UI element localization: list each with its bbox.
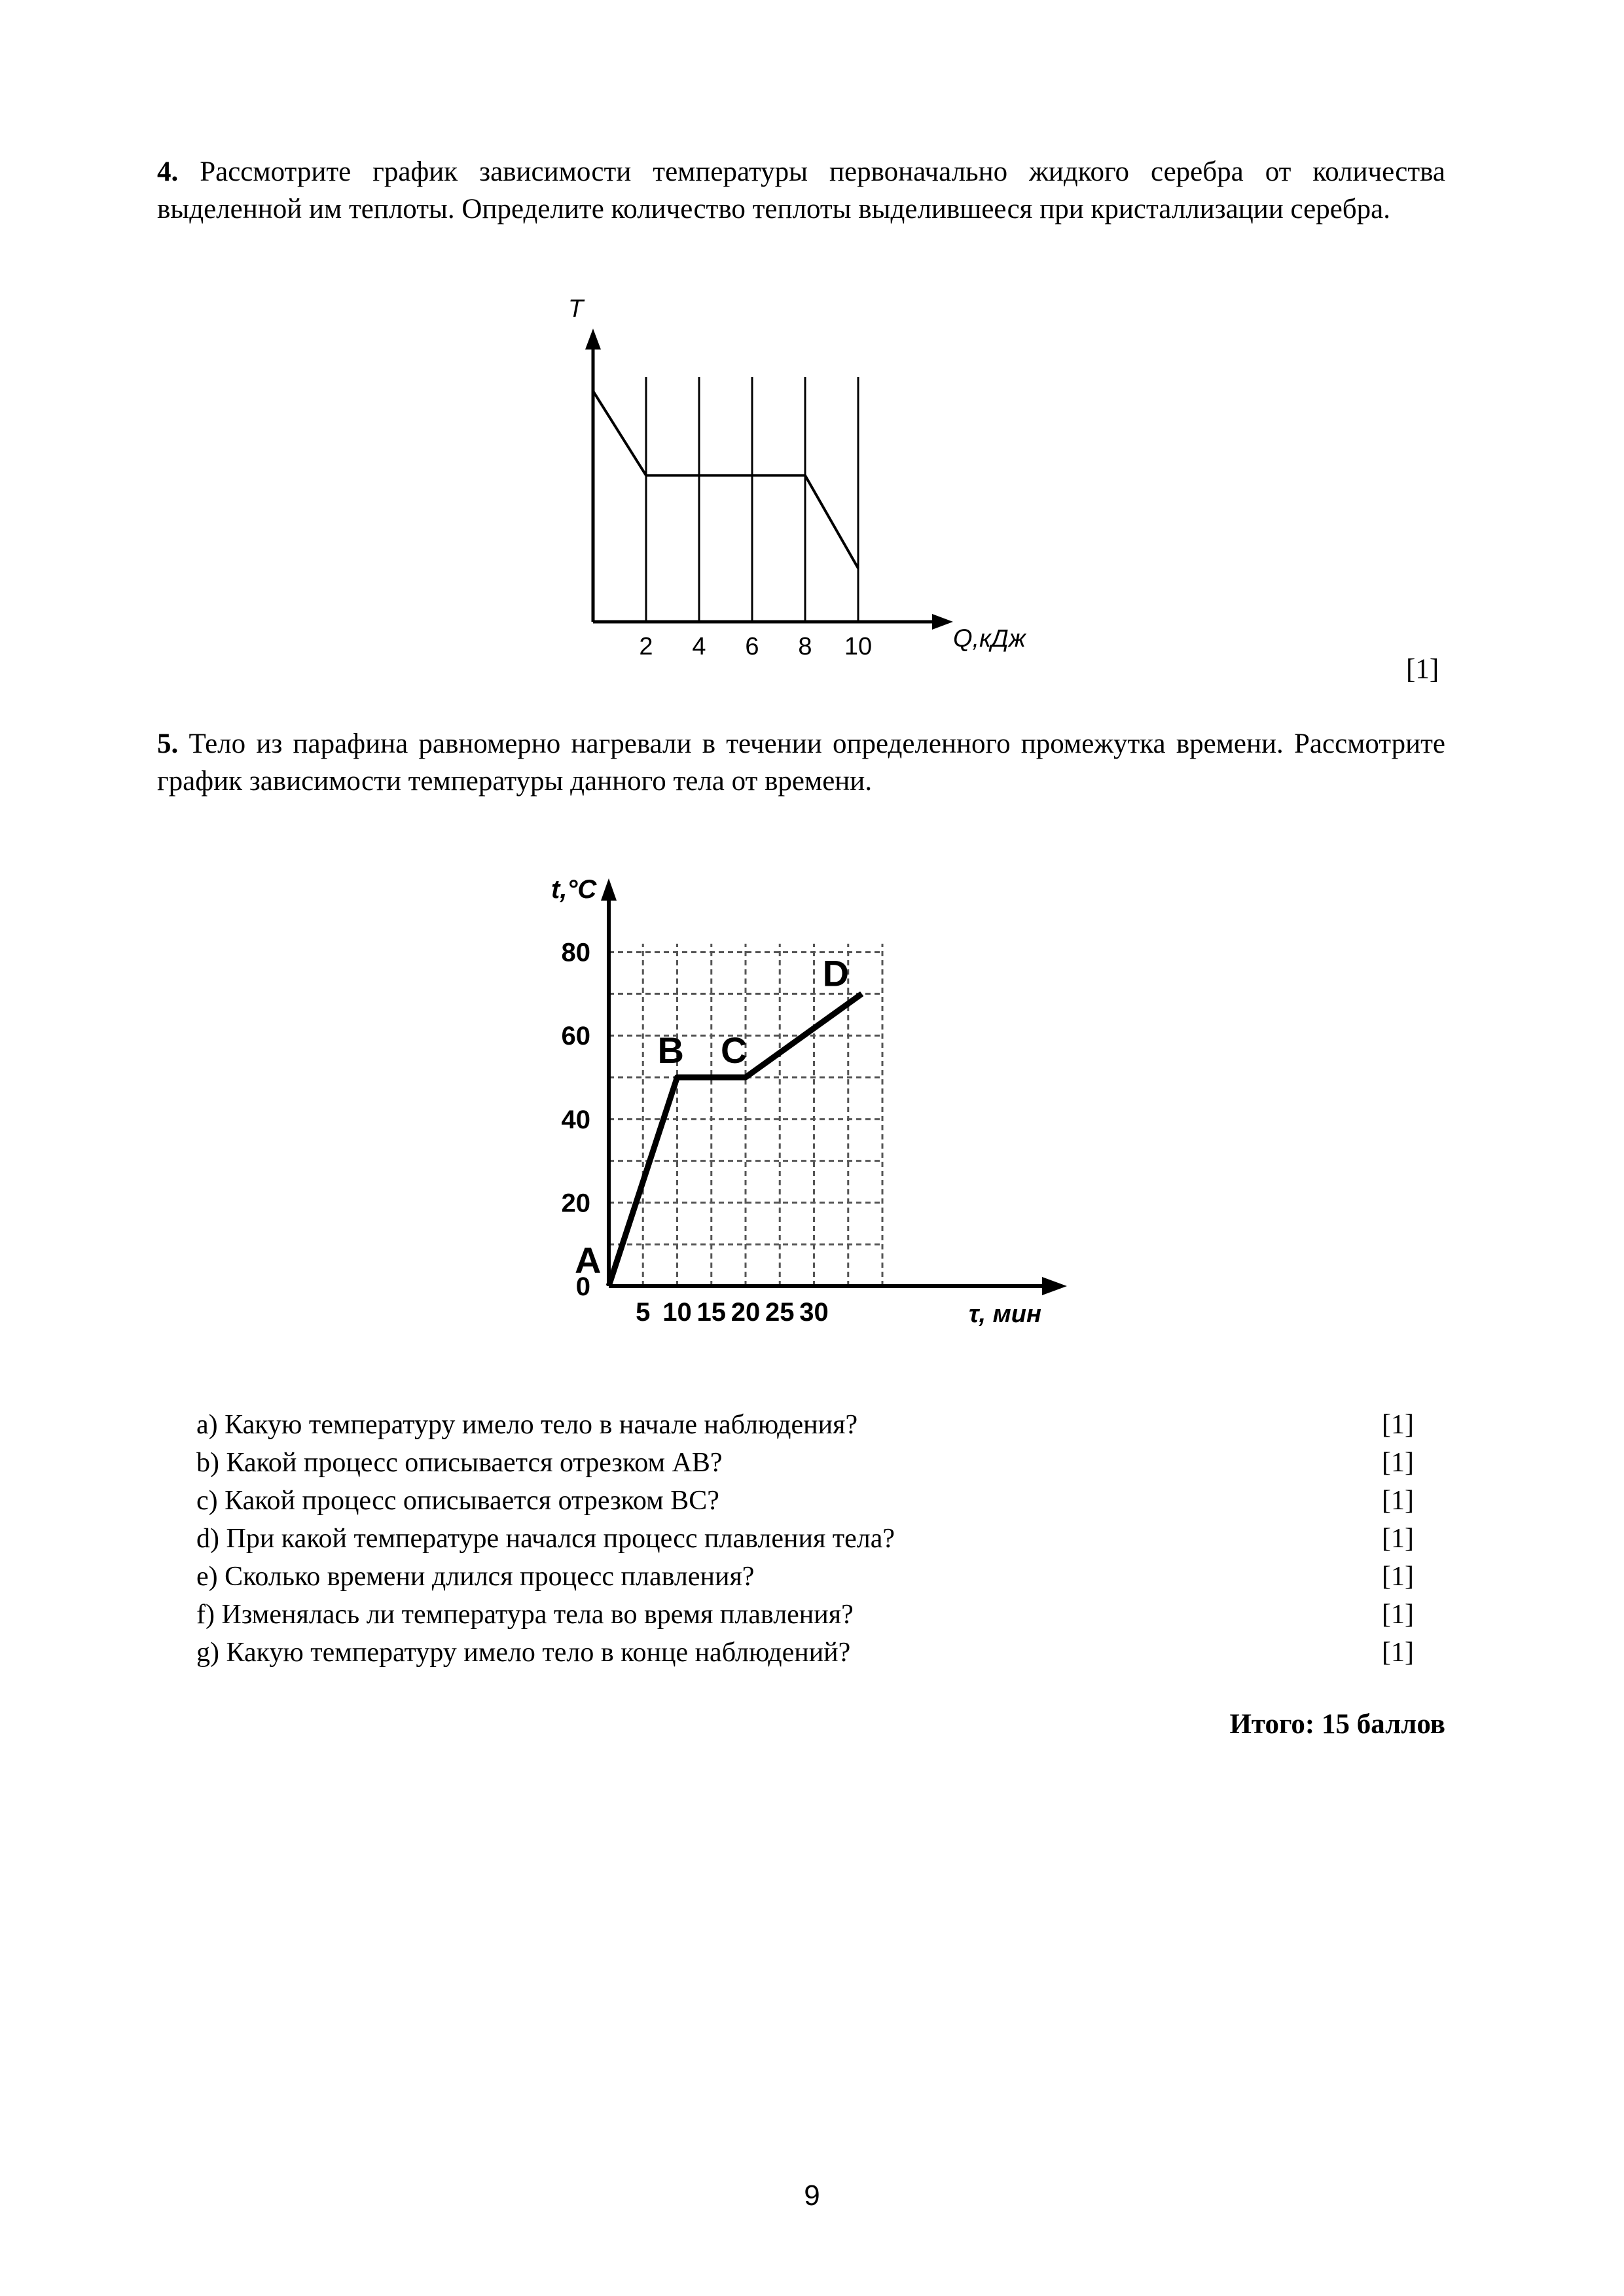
c2-y-tick-label: 20 [561,1189,590,1218]
question-item [196,1520,1414,1558]
question-mark: [1] [1382,1600,1414,1630]
c2-x-tick-label: 30 [799,1298,829,1327]
c2-y-tick-label: 80 [561,938,590,967]
c1-x-tick-label: 4 [692,633,706,660]
c2-y-arrow [601,878,617,901]
c2-x-tick-label: 10 [662,1298,692,1327]
question-text: d) При какой температуре начался процесс плавления тела? [196,1524,895,1554]
question-item [196,1444,1414,1482]
question-mark: [1] [1382,1638,1414,1668]
total-score: Итого: 15 баллов [1229,1709,1445,1740]
question-mark: [1] [1382,1486,1414,1516]
question-mark: [1] [1382,1524,1414,1554]
task5-text: Тело из парафина равномерно нагревали в течении определенного промежутка времени. Рассмотрите график зависимости температуры данного тела от времени. [157,728,1446,797]
c1-x-tick-label: 6 [745,633,759,660]
c1-x-tick-label: 10 [844,633,873,660]
question-text: a) Какую температуру имело тело в начале наблюдения? [196,1410,858,1440]
page-number: 9 [804,2179,820,2212]
question-item [196,1596,1414,1634]
c2-x-tick-label: 15 [696,1298,726,1327]
question-text: g) Какую температуру имело тело в конце наблюдений? [196,1638,851,1668]
question-item [196,1558,1414,1596]
question-item [196,1634,1414,1672]
c2-x-label: τ, мин [969,1300,1041,1328]
question-text: b) Какой процесс описывается отрезком АВ? [196,1448,723,1478]
c2-x-arrow [1042,1277,1067,1295]
task5-paragraph [157,725,1445,800]
task4-paragraph [157,153,1445,228]
question-text: c) Какой процесс описывается отрезком ВС? [196,1486,719,1516]
task4-text: Рассмотрите график зависимости температуры первоначально жидкого серебра от количества выделенной им теплоты. Определите количество теплоты выделившееся при кристаллизации серебра. [157,156,1445,224]
c2-y-tick-label: 60 [561,1022,590,1051]
question-item [196,1406,1414,1444]
question-mark: [1] [1382,1410,1414,1440]
c2-y-tick-label: 40 [561,1105,590,1134]
c2-point-label-a: A [575,1240,602,1281]
task5-number: 5. [157,728,179,759]
c1-series-line [593,391,858,568]
c1-x-tick-label: 2 [639,633,653,660]
c2-x-tick-label: 5 [636,1298,651,1327]
c1-x-label: Q,кДж [953,625,1026,653]
question-text: f) Изменялась ли температура тела во время плавления? [196,1600,854,1630]
task4-number: 4. [157,156,179,187]
c2-point-label-d: D [822,952,850,994]
question-mark: [1] [1382,1562,1414,1592]
c1-y-arrow [585,329,601,350]
c2-x-tick-label: 20 [731,1298,761,1327]
c2-y-label: t,°C [551,875,597,904]
c1-x-arrow [932,614,953,630]
chart-task4 [550,288,1087,674]
question-text: e) Сколько времени длился процесс плавления? [196,1562,755,1592]
question-item [196,1482,1414,1520]
c1-x-tick-label: 8 [798,633,812,660]
c2-point-label-c: C [721,1030,748,1071]
c2-point-label-b: B [657,1030,684,1071]
task4-mark: [1] [1406,654,1439,685]
question-mark: [1] [1382,1448,1414,1478]
question-list [196,1406,1414,1672]
chart-task5 [537,864,1100,1348]
c2-y-tick-label: 0 [575,1272,590,1301]
c2-x-tick-label: 25 [765,1298,795,1327]
c1-y-label: T [568,295,584,323]
